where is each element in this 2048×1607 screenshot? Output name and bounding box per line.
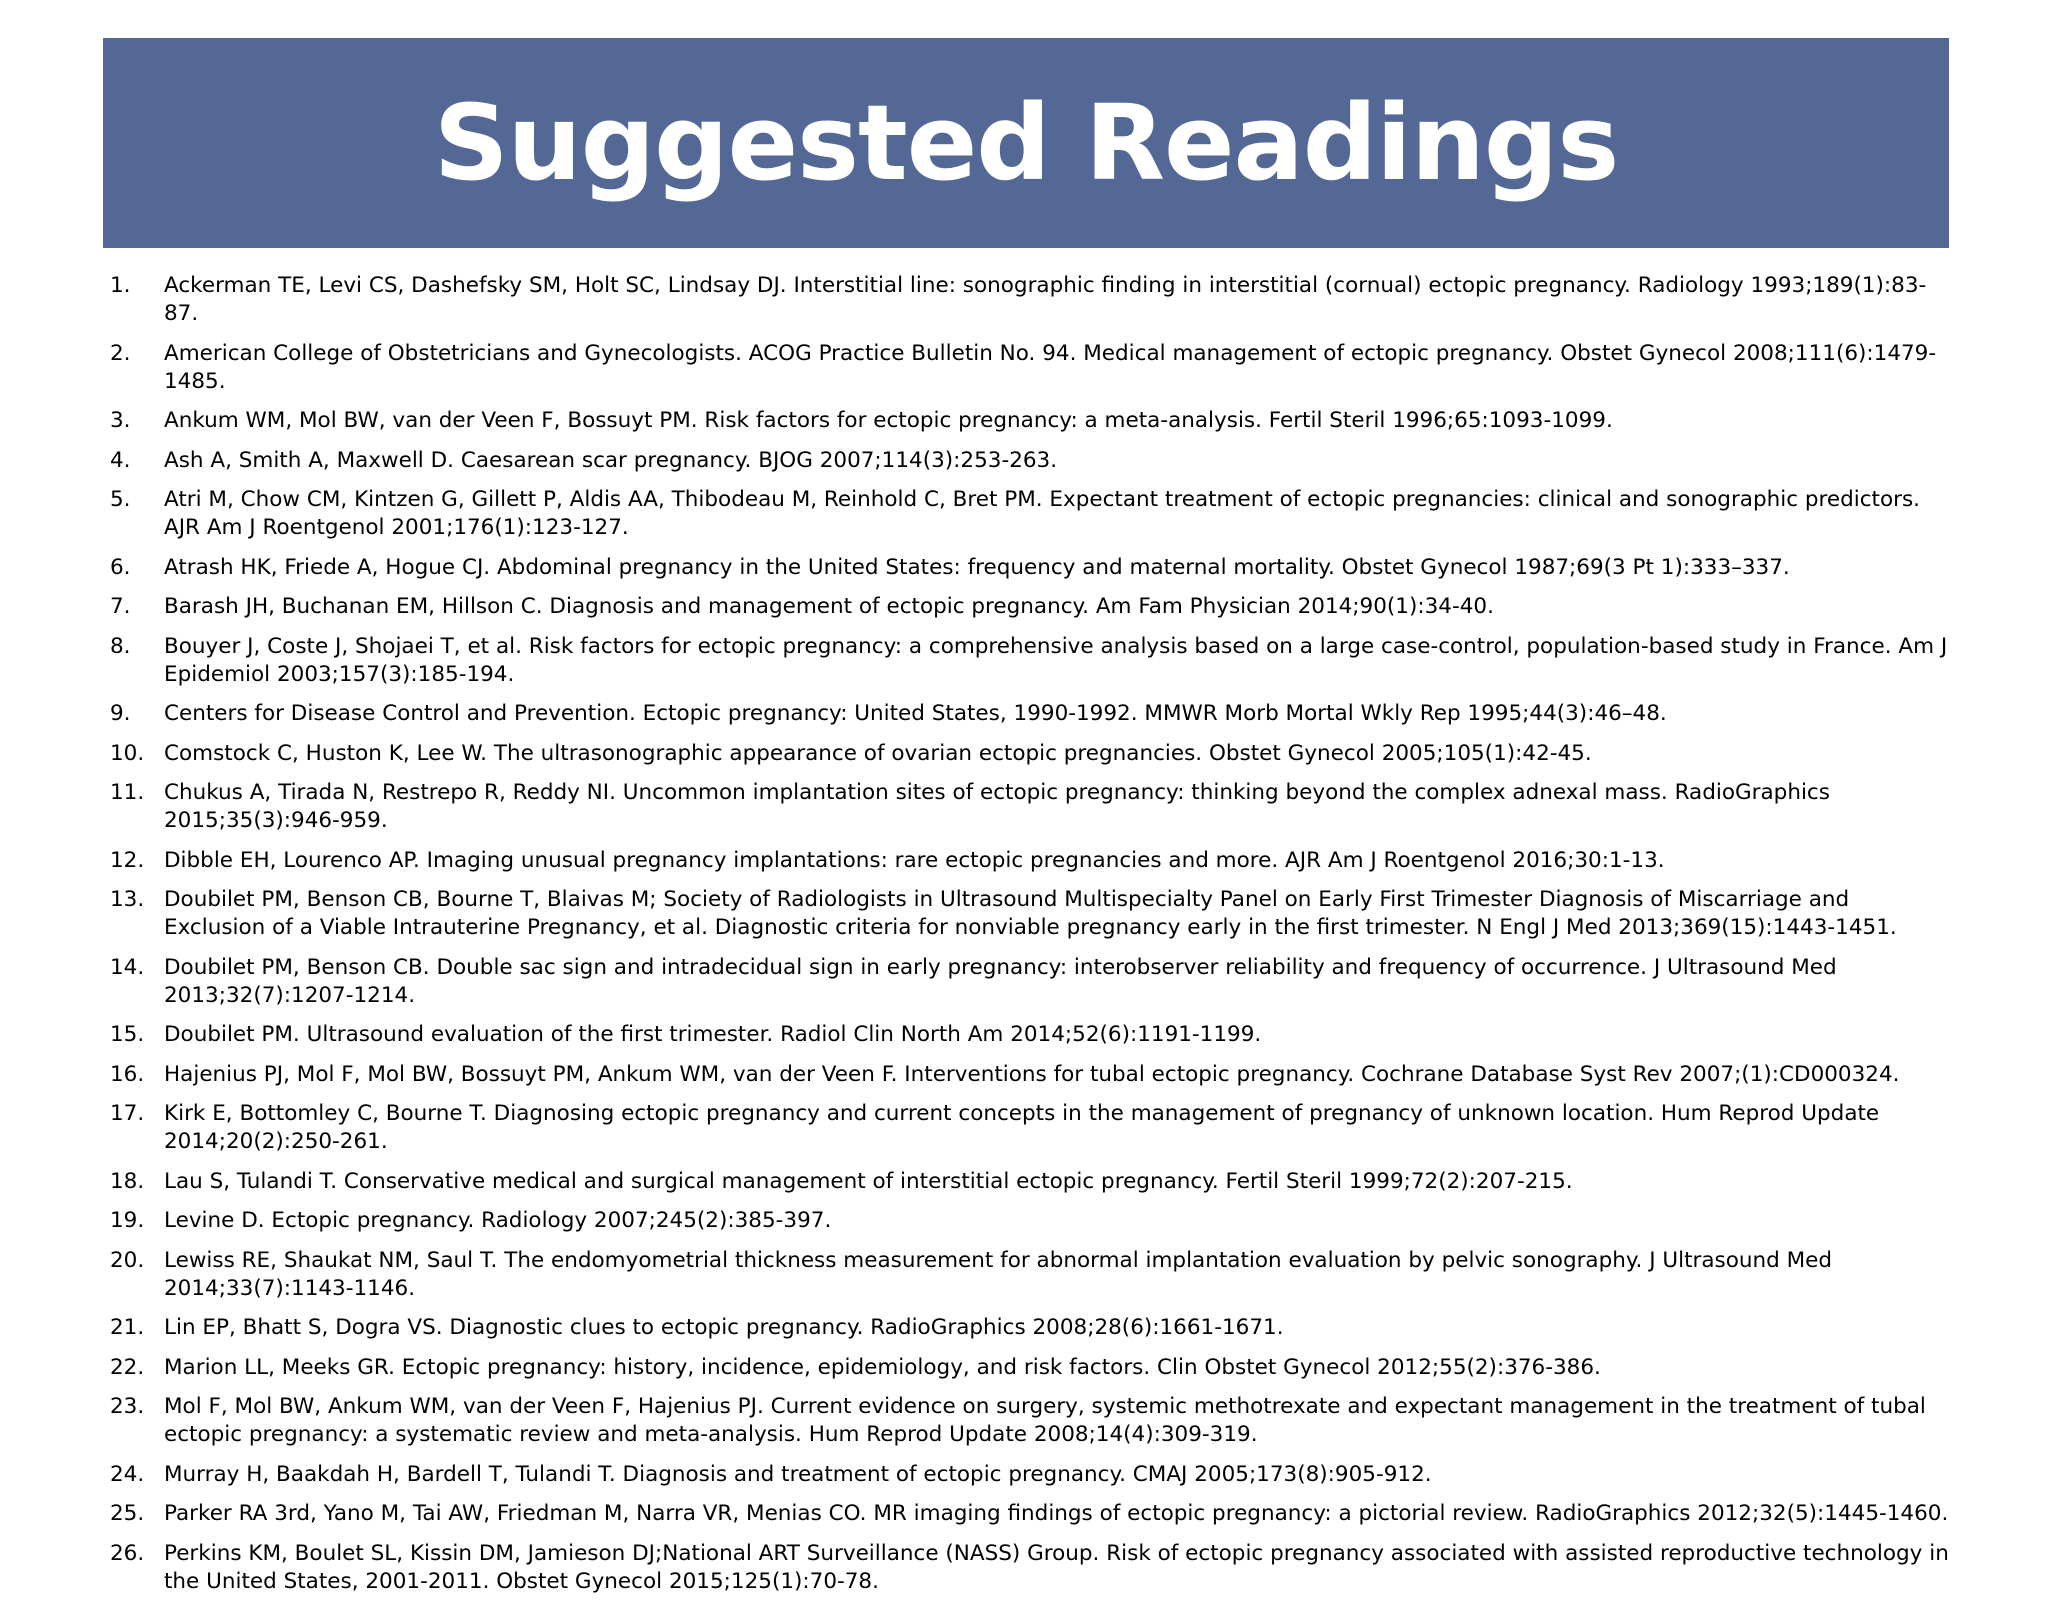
reference-number: 5. — [110, 487, 131, 512]
reference-text: Doubilet PM, Benson CB, Bourne T, Blaivas M; Society of Radiologists in Ultrasound Multispecialty Panel on Early First Trimester Diagnosis of Miscarriage and Exclusion of a Viable Intrauterine Pregnancy, et al. Diagnostic criteria for nonviable pregnancy early in the first trimester. N Engl J Med 2013;369(15):1443-1451. — [164, 887, 1897, 940]
reference-text: Perkins KM, Boulet SL, Kissin DM, Jamieson DJ;National ART Surveillance (NASS) Group. Risk of ectopic pregnancy associated with assisted reproductive technology in the United States, 2001-2011. Obstet Gynecol 2015;125(1):70-78. — [164, 1540, 1949, 1594]
reference-number: 20. — [110, 1247, 145, 1273]
reference-item — [110, 447, 1950, 475]
reference-text: Doubilet PM, Benson CB. Double sac sign and intradecidual sign in early pregnancy: interobserver reliability and frequency of occurrence. J Ultrasound Med 2013;32(7):1207-1214. — [164, 954, 1837, 1008]
reference-text: Ankum WM, Mol BW, van der Veen F, Bossuyt PM. Risk factors for ectopic pregnancy: a meta-analysis. Fertil Steril 1996;65:1093-1099. — [164, 408, 1613, 433]
reference-text: American College of Obstetricians and Gynecologists. ACOG Practice Bulletin No. 94. Medical management of ectopic pregnancy. Obstet Gynecol 2008;111(6):1479-1485. — [164, 340, 1937, 394]
reference-number: 24. — [110, 1461, 145, 1487]
reference-number: 19. — [110, 1208, 145, 1233]
reference-number: 6. — [110, 554, 131, 580]
reference-item — [110, 1393, 1950, 1449]
slide-title: Suggested Readings — [433, 82, 1619, 204]
reference-number: 9. — [110, 701, 131, 726]
reference-number: 3. — [110, 408, 131, 433]
reference-item — [110, 740, 1950, 768]
reference-item — [110, 486, 1950, 542]
reference-item — [110, 593, 1950, 621]
reference-item — [110, 700, 1950, 728]
reference-item — [110, 1207, 1950, 1235]
reference-item — [110, 779, 1950, 835]
reference-text: Ash A, Smith A, Maxwell D. Caesarean scar pregnancy. BJOG 2007;114(3):253-263. — [164, 447, 1058, 473]
reference-item — [110, 886, 1950, 942]
reference-text: Levine D. Ectopic pregnancy. Radiology 2007;245(2):385-397. — [164, 1208, 832, 1233]
reference-text: Lin EP, Bhatt S, Dogra VS. Diagnostic clues to ectopic pregnancy. RadioGraphics 2008;28(6):1661-1671. — [164, 1315, 1284, 1340]
reference-number: 10. — [110, 740, 145, 766]
reference-number: 7. — [110, 594, 131, 619]
reference-item — [110, 1461, 1950, 1489]
reference-item — [110, 1247, 1950, 1303]
reference-text: Atrash HK, Friede A, Hogue CJ. Abdominal pregnancy in the United States: frequency and maternal mortality. Obstet Gynecol 1987;69(3 Pt 1):333–337. — [164, 554, 1790, 580]
reference-item — [110, 1314, 1950, 1342]
reference-number: 8. — [110, 633, 131, 659]
reference-text: Mol F, Mol BW, Ankum WM, van der Veen F, Hajenius PJ. Current evidence on surgery, systemic methotrexate and expectant management in the treatment of tubal ectopic pregnancy: a systematic review and meta-analysis. Hum Reprod Update 2008;14(4):309-319. — [164, 1394, 1926, 1447]
reference-text: Marion LL, Meeks GR. Ectopic pregnancy: history, incidence, epidemiology, and risk factors. Clin Obstet Gynecol 2012;55(2):376-386. — [164, 1354, 1601, 1380]
reference-item — [110, 1021, 1950, 1049]
reference-number: 14. — [110, 954, 145, 980]
reference-text: Murray H, Baakdah H, Bardell T, Tulandi T. Diagnosis and treatment of ectopic pregnancy. CMAJ 2005;173(8):905-912. — [164, 1461, 1432, 1487]
reference-list — [110, 272, 1950, 1607]
reference-number: 1. — [110, 273, 131, 298]
reference-item — [110, 1540, 1950, 1596]
reference-text: Comstock C, Huston K, Lee W. The ultrasonographic appearance of ovarian ectopic pregnancies. Obstet Gynecol 2005;105(1):42-45. — [164, 740, 1592, 766]
reference-text: Centers for Disease Control and Prevention. Ectopic pregnancy: United States, 1990-1992. MMWR Morb Mortal Wkly Rep 1995;44(3):46–48. — [164, 701, 1667, 726]
reference-item — [110, 407, 1950, 435]
reference-item — [110, 1168, 1950, 1196]
reference-text: Barash JH, Buchanan EM, Hillson C. Diagnosis and management of ectopic pregnancy. Am Fam Physician 2014;90(1):34-40. — [164, 594, 1494, 619]
reference-item — [110, 1354, 1950, 1382]
reference-text: Dibble EH, Lourenco AP. Imaging unusual pregnancy implantations: rare ectopic pregnancies and more. AJR Am J Roentgenol 2016;30:1-13. — [164, 847, 1665, 873]
reference-item — [110, 1061, 1950, 1089]
reference-text: Bouyer J, Coste J, Shojaei T, et al. Risk factors for ectopic pregnancy: a comprehensive analysis based on a large case-control, population-based study in France. Am J Epidemiol 2003;157(3):185-194. — [164, 633, 1948, 687]
reference-number: 15. — [110, 1022, 145, 1047]
reference-text: Doubilet PM. Ultrasound evaluation of the first trimester. Radiol Clin North Am 2014;52(6):1191-1199. — [164, 1022, 1262, 1047]
reference-number: 17. — [110, 1101, 145, 1126]
reference-number: 4. — [110, 447, 131, 473]
reference-text: Atri M, Chow CM, Kintzen G, Gillett P, Aldis AA, Thibodeau M, Reinhold C, Bret PM. Expectant treatment of ectopic pregnancies: clinical and sonographic predictors. AJR Am J Roentgenol 2001;176(1):123-127. — [164, 487, 1920, 540]
reference-text: Parker RA 3rd, Yano M, Tai AW, Friedman M, Narra VR, Menias CO. MR imaging findings of ectopic pregnancy: a pictorial review. RadioGraphics 2012;32(5):1445-1460. — [164, 1501, 1949, 1526]
reference-number: 13. — [110, 887, 145, 912]
reference-number: 23. — [110, 1394, 145, 1419]
reference-text: Ackerman TE, Levi CS, Dashefsky SM, Holt SC, Lindsay DJ. Interstitial line: sonographic finding in interstitial (cornual) ectopic pregnancy. Radiology 1993;189(1):83-87. — [164, 273, 1927, 326]
reference-number: 25. — [110, 1501, 145, 1526]
reference-text: Kirk E, Bottomley C, Bourne T. Diagnosing ectopic pregnancy and current concepts in the management of pregnancy of unknown location. Hum Reprod Update 2014;20(2):250-261. — [164, 1101, 1880, 1154]
reference-text: Lau S, Tulandi T. Conservative medical and surgical management of interstitial ectopic pregnancy. Fertil Steril 1999;72(2):207-215. — [164, 1168, 1573, 1194]
reference-number: 18. — [110, 1168, 145, 1194]
reference-number: 16. — [110, 1061, 145, 1087]
reference-item — [110, 340, 1950, 396]
title-banner — [103, 38, 1949, 248]
reference-item — [110, 1500, 1950, 1528]
reference-item — [110, 847, 1950, 875]
reference-number: 21. — [110, 1315, 145, 1340]
reference-text: Lewiss RE, Shaukat NM, Saul T. The endomyometrial thickness measurement for abnormal implantation evaluation by pelvic sonography. J Ultrasound Med 2014;33(7):1143-1146. — [164, 1247, 1833, 1301]
reference-number: 2. — [110, 340, 131, 366]
reference-text: Hajenius PJ, Mol F, Mol BW, Bossuyt PM, Ankum WM, van der Veen F. Interventions for tubal ectopic pregnancy. Cochrane Database Syst Rev 2007;(1):CD000324. — [164, 1061, 1900, 1087]
reference-number: 22. — [110, 1354, 145, 1380]
reference-item — [110, 1100, 1950, 1156]
reference-item — [110, 954, 1950, 1010]
reference-item — [110, 272, 1950, 328]
reference-number: 11. — [110, 780, 145, 805]
reference-number: 12. — [110, 847, 145, 873]
reference-item — [110, 554, 1950, 582]
reference-item — [110, 633, 1950, 689]
reference-text: Chukus A, Tirada N, Restrepo R, Reddy NI. Uncommon implantation sites of ectopic pregnancy: thinking beyond the complex adnexal mass. RadioGraphics 2015;35(3):946-959. — [164, 780, 1830, 833]
reference-number: 26. — [110, 1540, 145, 1566]
